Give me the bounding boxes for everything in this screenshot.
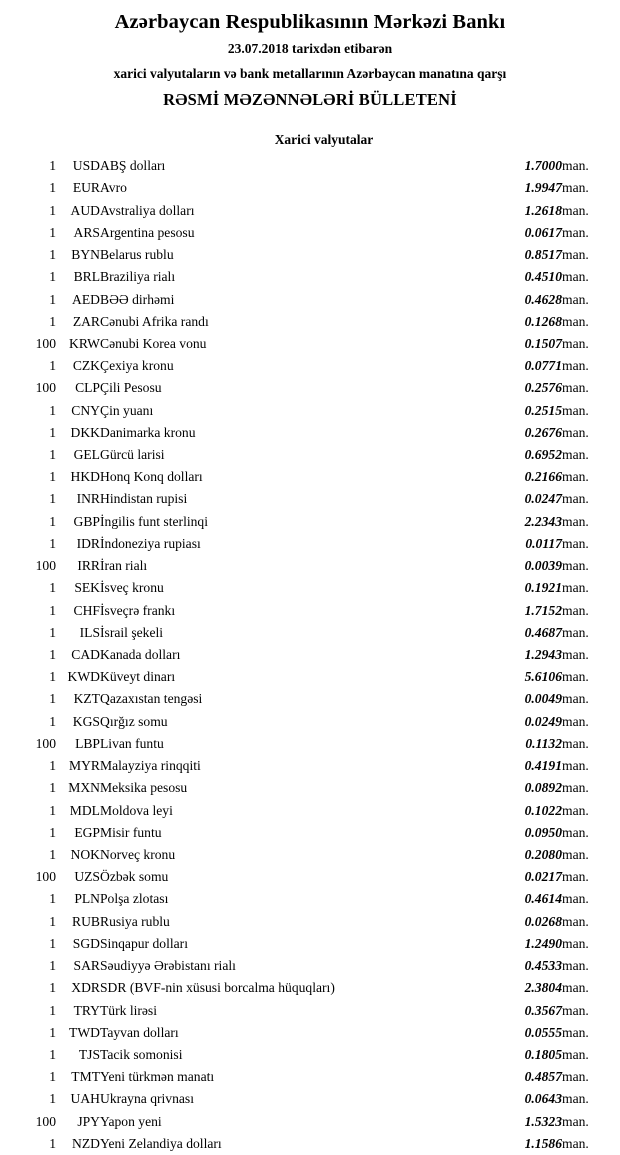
- rate-unit: man.: [562, 958, 589, 974]
- rate-value: 1.7000: [524, 158, 562, 174]
- rate-currency-code: DKK: [70, 424, 100, 440]
- rate-currency-code: INR: [76, 491, 100, 507]
- rate-quantity: 1: [49, 535, 56, 551]
- rate-currency-name: ABŞ dolları: [100, 158, 166, 174]
- rate-unit: man.: [562, 602, 589, 618]
- table-row: [18, 244, 602, 266]
- rate-value: 0.4628: [524, 291, 562, 307]
- rate-unit: man.: [562, 869, 589, 885]
- rate-value: 0.2080: [524, 846, 562, 862]
- rate-unit: man.: [562, 247, 589, 263]
- table-row: [18, 1066, 602, 1088]
- rate-currency-code: CZK: [72, 358, 100, 374]
- rate-value: 0.0771: [524, 358, 562, 374]
- rate-quantity: 100: [35, 869, 56, 885]
- rate-currency-name: Kanada dolları: [100, 647, 181, 662]
- rate-unit: man.: [562, 158, 589, 174]
- rate-value: 0.4614: [524, 891, 562, 907]
- rate-currency-name: BƏƏ dirhəmi: [100, 291, 175, 307]
- rate-quantity: 1: [49, 913, 56, 929]
- table-row: [18, 444, 602, 466]
- rate-unit: man.: [562, 1069, 589, 1085]
- rate-unit: man.: [562, 469, 589, 485]
- rate-currency-code: EGP: [74, 824, 100, 840]
- rate-currency-name: Braziliya rialı: [100, 269, 176, 285]
- rate-currency-code: EUR: [72, 180, 100, 196]
- table-row: [18, 200, 602, 222]
- rate-value: 0.4191: [524, 758, 562, 774]
- rate-value: 0.4857: [524, 1069, 562, 1085]
- table-row: [18, 622, 602, 644]
- rate-quantity: 1: [49, 1046, 56, 1062]
- rate-quantity: 1: [49, 1024, 56, 1040]
- rate-value: 2.2343: [524, 513, 562, 529]
- rate-currency-code: UAH: [70, 1091, 100, 1107]
- rate-value: 0.1921: [524, 580, 562, 596]
- rate-currency-code: RUB: [72, 913, 100, 929]
- rate-quantity: 1: [49, 269, 56, 285]
- rate-value: 0.0950: [524, 824, 562, 840]
- table-row: [18, 600, 602, 622]
- table-row: [18, 177, 602, 199]
- table-row: [18, 577, 602, 599]
- rate-currency-name: Norveç kronu: [100, 846, 176, 862]
- rate-quantity: 1: [49, 158, 56, 174]
- table-row: [18, 1111, 602, 1133]
- rate-currency-code: KRW: [69, 335, 100, 351]
- table-row: [18, 688, 602, 710]
- rate-value: 2.3804: [524, 980, 562, 996]
- rate-quantity: 1: [49, 669, 56, 685]
- rate-value: 0.2166: [524, 469, 562, 485]
- rate-currency-code: NOK: [70, 846, 100, 862]
- table-row: [18, 955, 602, 977]
- rate-unit: man.: [562, 713, 589, 729]
- rate-currency-code: SAR: [73, 958, 100, 974]
- effective-date: 23.07.2018 tarixdən etibarən: [227, 41, 393, 57]
- rate-value: 0.0892: [524, 780, 562, 796]
- rate-unit: man.: [562, 891, 589, 907]
- rate-currency-code: IRR: [77, 558, 100, 574]
- rate-quantity: 100: [35, 380, 56, 396]
- rate-value: 0.4533: [524, 958, 562, 974]
- rate-unit: man.: [562, 447, 589, 463]
- table-row: [18, 555, 602, 577]
- rate-unit: man.: [562, 1091, 589, 1107]
- rate-unit: man.: [562, 935, 589, 951]
- rate-currency-name: İndoneziya rupiası: [100, 535, 201, 551]
- rate-currency-name: Argentina pesosu: [100, 224, 195, 240]
- rate-value: 1.9947: [524, 180, 562, 196]
- rate-currency-code: GBP: [73, 513, 100, 529]
- table-row: [18, 266, 602, 288]
- rate-unit: man.: [562, 1046, 589, 1062]
- rate-currency-code: LBP: [75, 735, 100, 751]
- rate-unit: man.: [562, 1002, 589, 1018]
- rate-quantity: 1: [49, 513, 56, 529]
- rate-unit: man.: [562, 269, 589, 285]
- rate-currency-name: Küveyt dinarı: [100, 669, 176, 685]
- rate-currency-code: NZD: [72, 1135, 100, 1151]
- rate-currency-code: CHF: [73, 602, 100, 618]
- rate-quantity: 1: [49, 1069, 56, 1085]
- rate-currency-name: Cənubi Korea vonu: [100, 335, 207, 351]
- rate-currency-code: MYR: [69, 758, 100, 774]
- rate-value: 1.5323: [524, 1113, 562, 1129]
- table-row: [18, 888, 602, 910]
- rate-unit: man.: [562, 513, 589, 529]
- rate-currency-name: Meksika pesosu: [100, 780, 188, 796]
- table-row: [18, 533, 602, 555]
- table-row: [18, 311, 602, 333]
- rate-quantity: 1: [49, 713, 56, 729]
- rate-value: 0.4510: [524, 269, 562, 285]
- rate-currency-name: Cənubi Afrika randı: [100, 313, 209, 329]
- rate-currency-name: Çexiya kronu: [100, 358, 174, 374]
- rate-unit: man.: [562, 980, 589, 996]
- rate-unit: man.: [562, 846, 589, 862]
- rate-quantity: 1: [49, 758, 56, 774]
- rate-currency-code: USD: [72, 158, 100, 174]
- rate-unit: man.: [562, 1113, 589, 1129]
- rate-currency-code: UZS: [74, 869, 100, 885]
- table-row: [18, 911, 602, 933]
- rate-currency-code: IDR: [76, 535, 100, 551]
- rate-value: 0.0217: [524, 869, 562, 885]
- rate-currency-name: İsveç kronu: [100, 580, 164, 596]
- rate-unit: man.: [562, 758, 589, 774]
- rate-currency-name: İran rialı: [100, 558, 148, 574]
- rate-unit: man.: [562, 180, 589, 196]
- rate-currency-name: Belarus rublu: [100, 247, 174, 263]
- rate-currency-name: Avro: [100, 180, 127, 196]
- rate-currency-code: TWD: [69, 1024, 100, 1040]
- rate-quantity: 1: [49, 1002, 56, 1018]
- rate-unit: man.: [562, 402, 589, 418]
- table-row: [18, 422, 602, 444]
- rate-quantity: 1: [49, 1135, 56, 1151]
- table-row: [18, 1133, 602, 1155]
- subtitle-bulletin: RƏSMİ MƏZƏNNƏLƏRİ BÜLLETENİ: [163, 90, 457, 110]
- rate-currency-name: Sinqapur dolları: [100, 935, 188, 951]
- table-row: [18, 711, 602, 733]
- rate-unit: man.: [562, 913, 589, 929]
- rate-quantity: 100: [35, 1113, 56, 1129]
- rate-quantity: 1: [49, 602, 56, 618]
- table-row: [18, 800, 602, 822]
- table-row: [18, 222, 602, 244]
- rate-unit: man.: [562, 691, 589, 707]
- page-title: Azərbaycan Respublikasının Mərkəzi Bankı: [114, 11, 506, 33]
- rate-value: 0.0617: [524, 224, 562, 240]
- rate-quantity: 1: [49, 980, 56, 996]
- table-row: [18, 488, 602, 510]
- table-row: [18, 1044, 602, 1066]
- rate-currency-code: HKD: [70, 469, 100, 485]
- rate-unit: man.: [562, 802, 589, 818]
- rate-quantity: 1: [49, 224, 56, 240]
- rate-unit: man.: [562, 358, 589, 374]
- table-row: [18, 644, 602, 666]
- rate-currency-code: ARS: [73, 224, 100, 240]
- rate-currency-name: Danimarka kronu: [100, 424, 196, 440]
- rate-currency-code: GEL: [73, 447, 100, 463]
- rate-currency-code: KGS: [72, 713, 100, 729]
- rate-quantity: 1: [49, 780, 56, 796]
- rate-currency-name: Yeni türkmən manatı: [100, 1069, 215, 1085]
- rate-currency-name: Misir funtu: [100, 824, 162, 840]
- rate-value: 5.6106: [524, 669, 562, 685]
- rate-currency-code: BRL: [73, 269, 100, 285]
- rate-currency-name: İsveçrə frankı: [100, 602, 176, 618]
- rate-quantity: 1: [49, 647, 56, 662]
- rate-value: 0.1132: [525, 735, 562, 751]
- rate-value: 1.1586: [524, 1135, 562, 1151]
- rate-quantity: 1: [49, 247, 56, 263]
- rate-quantity: 1: [49, 447, 56, 463]
- rate-value: 0.0268: [524, 913, 562, 929]
- table-row: [18, 355, 602, 377]
- rate-currency-name: Özbək somu: [100, 869, 169, 885]
- rate-currency-code: KZT: [73, 691, 100, 707]
- rate-value: 0.0247: [524, 491, 562, 507]
- rate-currency-code: SEK: [74, 580, 100, 596]
- table-row: [18, 777, 602, 799]
- table-row: [18, 1000, 602, 1022]
- rate-currency-code: TRY: [73, 1002, 100, 1018]
- rate-value: 1.7152: [524, 602, 562, 618]
- table-row: [18, 822, 602, 844]
- rate-quantity: 1: [49, 958, 56, 974]
- rate-quantity: 1: [49, 691, 56, 707]
- rate-currency-name: Çin yuanı: [100, 402, 154, 418]
- rate-unit: man.: [562, 491, 589, 507]
- rate-currency-code: MXN: [68, 780, 100, 796]
- rate-value: 1.2618: [524, 202, 562, 218]
- rate-currency-name: Qazaxıstan tengəsi: [100, 691, 203, 707]
- rate-currency-code: XDR: [71, 980, 100, 996]
- rate-currency-code: CAD: [71, 647, 100, 662]
- rate-currency-name: Yapon yeni: [100, 1113, 162, 1129]
- rate-currency-name: Honq Konq dolları: [100, 469, 203, 485]
- rate-currency-name: Səudiyyə Ərəbistanı rialı: [100, 958, 236, 974]
- rate-unit: man.: [562, 224, 589, 240]
- rate-unit: man.: [562, 535, 589, 551]
- rate-value: 0.2676: [524, 424, 562, 440]
- rate-currency-name: Gürcü larisi: [100, 447, 165, 463]
- rate-quantity: 1: [49, 1091, 56, 1107]
- rate-currency-code: CLP: [75, 380, 100, 396]
- rate-value: 0.0049: [524, 691, 562, 707]
- rate-currency-code: TMT: [71, 1069, 100, 1085]
- rate-quantity: 1: [49, 424, 56, 440]
- rate-quantity: 1: [49, 491, 56, 507]
- document-header: [18, 10, 602, 110]
- rate-currency-code: JPY: [77, 1113, 100, 1129]
- rate-unit: man.: [562, 780, 589, 796]
- rate-currency-name: Rusiya rublu: [100, 913, 170, 929]
- exchange-rates-table: [18, 155, 602, 1155]
- rate-unit: man.: [562, 580, 589, 596]
- rate-quantity: 100: [35, 735, 56, 751]
- rate-value: 0.0555: [524, 1024, 562, 1040]
- rate-quantity: 1: [49, 935, 56, 951]
- rate-currency-name: Moldova leyi: [100, 802, 173, 818]
- rate-currency-code: CNY: [71, 402, 100, 418]
- rate-currency-code: AED: [72, 291, 100, 307]
- subtitle-line: xarici valyutaların və bank metallarının Azərbaycan manatına qarşı: [113, 66, 507, 82]
- rate-quantity: 1: [49, 580, 56, 596]
- rate-currency-code: ZAR: [72, 313, 100, 329]
- rate-currency-code: SGD: [72, 935, 100, 951]
- rate-currency-name: Avstraliya dolları: [100, 202, 195, 218]
- rate-unit: man.: [562, 669, 589, 685]
- rate-currency-code: BYN: [71, 247, 100, 263]
- rate-value: 0.8517: [524, 247, 562, 263]
- rate-quantity: 1: [49, 846, 56, 862]
- rate-quantity: 1: [49, 180, 56, 196]
- rate-quantity: 1: [49, 402, 56, 418]
- rate-value: 0.0643: [524, 1091, 562, 1107]
- rate-currency-name: Tayvan dolları: [100, 1024, 179, 1040]
- rate-currency-code: PLN: [74, 891, 100, 907]
- table-row: [18, 400, 602, 422]
- rate-value: 0.1805: [524, 1046, 562, 1062]
- rate-unit: man.: [562, 735, 589, 751]
- rate-quantity: 1: [49, 291, 56, 307]
- rate-unit: man.: [562, 1024, 589, 1040]
- table-row: [18, 155, 602, 177]
- table-row: [18, 933, 602, 955]
- rate-unit: man.: [562, 202, 589, 218]
- table-row: [18, 511, 602, 533]
- rate-value: 0.1507: [524, 335, 562, 351]
- table-row: [18, 289, 602, 311]
- rate-quantity: 1: [49, 824, 56, 840]
- rate-unit: man.: [562, 291, 589, 307]
- rate-currency-name: Yeni Zelandiya dolları: [100, 1135, 222, 1151]
- rate-currency-code: KWD: [67, 669, 100, 685]
- rate-unit: man.: [562, 335, 589, 351]
- rate-value: 0.0039: [524, 558, 562, 574]
- rate-currency-name: Türk lirəsi: [100, 1002, 158, 1018]
- rate-currency-name: Tacik somonisi: [100, 1046, 183, 1062]
- rate-quantity: 1: [49, 802, 56, 818]
- rate-unit: man.: [562, 424, 589, 440]
- rate-quantity: 1: [49, 624, 56, 640]
- rate-currency-code: AUD: [70, 202, 100, 218]
- table-row: [18, 666, 602, 688]
- rate-unit: man.: [562, 647, 589, 662]
- rate-currency-code: TJS: [78, 1046, 100, 1062]
- table-row: [18, 1022, 602, 1044]
- rate-value: 1.2943: [524, 647, 562, 662]
- section-title-foreign-currencies: Xarici valyutalar: [274, 132, 374, 148]
- rate-value: 0.1022: [524, 802, 562, 818]
- table-row: [18, 844, 602, 866]
- table-row: [18, 977, 602, 999]
- rate-currency-code: ILS: [79, 624, 100, 640]
- rate-currency-name: Ukrayna qrivnası: [100, 1091, 194, 1107]
- rate-quantity: 1: [49, 313, 56, 329]
- rate-unit: man.: [562, 558, 589, 574]
- rate-currency-name: Qırğız somu: [100, 713, 168, 729]
- rate-unit: man.: [562, 624, 589, 640]
- rate-currency-name: Livan funtu: [100, 735, 164, 751]
- exchange-rates-body: [18, 155, 602, 1155]
- rate-currency-name: Hindistan rupisi: [100, 491, 188, 507]
- rate-currency-name: Polşa zlotası: [100, 891, 169, 907]
- rate-currency-name: İsrail şekeli: [100, 624, 164, 640]
- rate-currency-name: Malayziya rinqqiti: [100, 758, 201, 774]
- rate-value: 1.2490: [524, 935, 562, 951]
- rate-value: 0.0117: [525, 535, 562, 551]
- table-row: [18, 1088, 602, 1110]
- rate-quantity: 100: [35, 558, 56, 574]
- rate-unit: man.: [562, 313, 589, 329]
- rate-value: 0.0249: [524, 713, 562, 729]
- rate-unit: man.: [562, 380, 589, 396]
- rate-currency-name: SDR (BVF-nin xüsusi borcalma hüquqları): [100, 980, 335, 996]
- rate-quantity: 1: [49, 469, 56, 485]
- rate-value: 0.3567: [524, 1002, 562, 1018]
- rate-value: 0.6952: [524, 447, 562, 463]
- table-row: [18, 466, 602, 488]
- rate-unit: man.: [562, 1135, 589, 1151]
- rate-currency-name: İngilis funt sterlinqi: [100, 513, 208, 529]
- rate-value: 0.2515: [524, 402, 562, 418]
- table-row: [18, 755, 602, 777]
- rate-quantity: 1: [49, 358, 56, 374]
- rate-value: 0.4687: [524, 624, 562, 640]
- rate-quantity: 100: [35, 335, 56, 351]
- rate-value: 0.2576: [524, 380, 562, 396]
- rate-value: 0.1268: [524, 313, 562, 329]
- rate-currency-name: Çili Pesosu: [100, 380, 162, 396]
- table-row: [18, 866, 602, 888]
- rate-quantity: 1: [49, 891, 56, 907]
- table-row: [18, 333, 602, 355]
- table-row: [18, 733, 602, 755]
- rate-currency-code: MDL: [69, 802, 100, 818]
- rate-quantity: 1: [49, 202, 56, 218]
- rate-unit: man.: [562, 824, 589, 840]
- table-row: [18, 377, 602, 399]
